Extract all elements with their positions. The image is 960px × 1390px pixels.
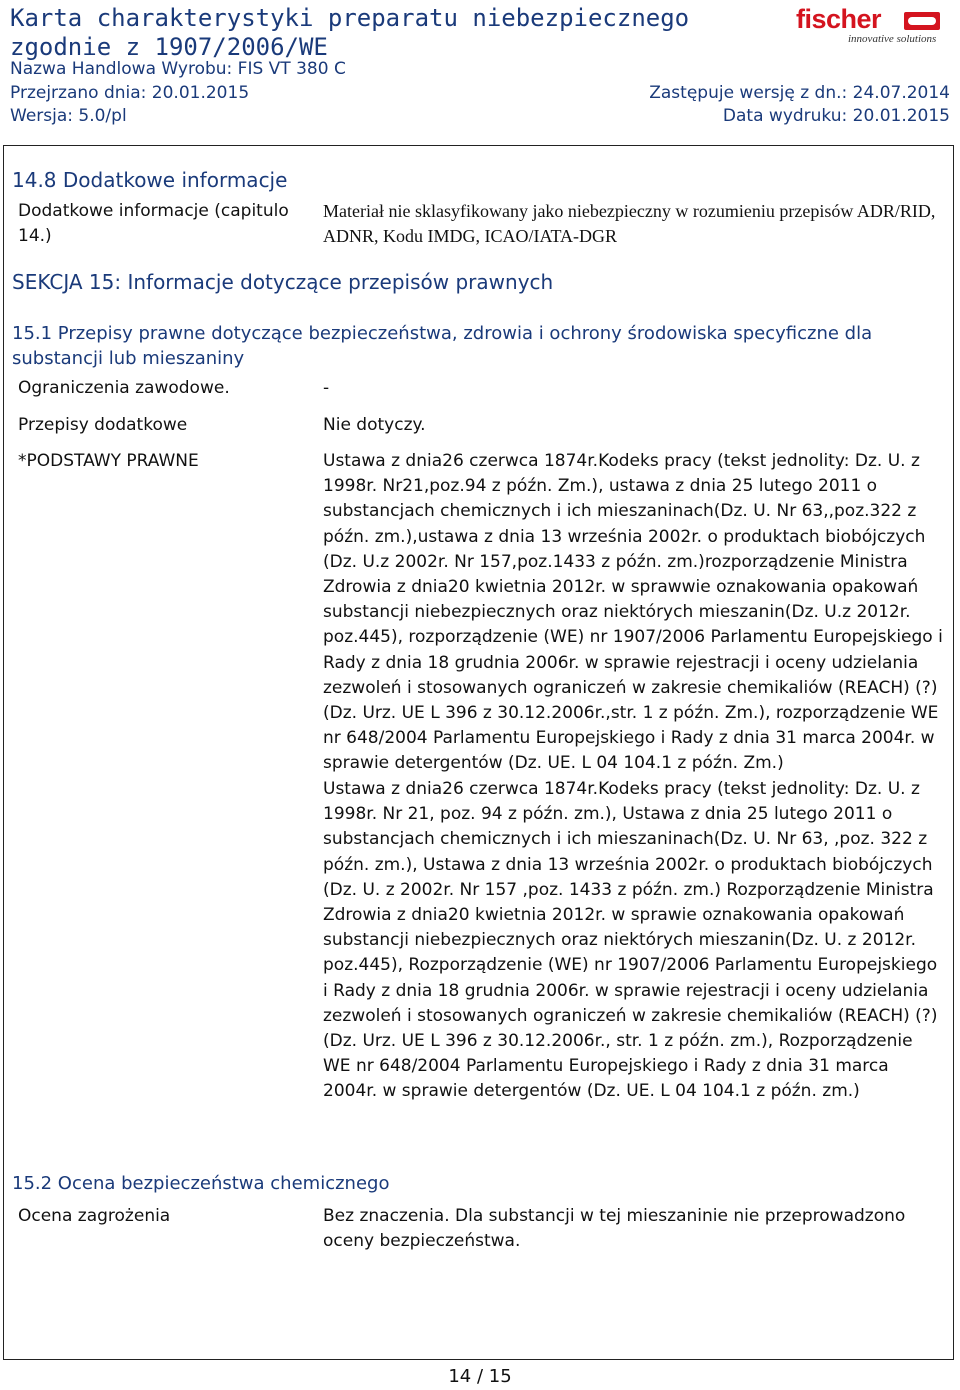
logo-wordmark: fischer [796, 4, 882, 34]
section-14-8-label: Dodatkowe informacje (capitulo 14.) [18, 201, 289, 246]
section-15-heading: SEKCJA 15: Informacje dotyczące przepisów prawnych [12, 270, 554, 294]
occupational-restrictions-label: Ograniczenia zawodowe. [18, 378, 230, 398]
supersedes-version: Zastępuje wersję z dn.: 24.07.2014 [649, 83, 950, 103]
version: Wersja: 5.0/pl [10, 106, 127, 126]
logo-emblem-icon [904, 12, 940, 30]
occupational-restrictions-value: - [323, 378, 330, 398]
legal-basis-label: *PODSTAWY PRAWNE [18, 451, 199, 471]
section-15-1-heading: 15.1 Przepisy prawne dotyczące bezpieczeństwa, zdrowia i ochrony środowiska specyficzne dla substancji lub mieszaniny [12, 323, 873, 369]
hazard-assessment-label: Ocena zagrożenia [18, 1206, 171, 1226]
fischer-logo [796, 4, 944, 48]
page-number: 14 / 15 [448, 1366, 512, 1387]
hazard-assessment-value: Bez znaczenia. Dla substancji w tej mieszaninie nie przeprowadzono oceny bezpieczeństwa. [323, 1206, 906, 1252]
trade-name: Nazwa Handlowa Wyrobu: FIS VT 380 C [10, 59, 346, 79]
additional-regulations-label: Przepisy dodatkowe [18, 415, 188, 435]
section-14-8-value: Materiał nie sklasyfikowany jako niebezpieczny w rozumieniu przepisów ADR/RID, ADNR, Kodu IMDG, ICAO/IATA-DGR [323, 201, 936, 247]
legal-basis-paragraph-1: Ustawa z dnia26 czerwca 1874r.Kodeks pracy (tekst jednolity: Dz. U. z 1998r. Nr21,poz.94 z późn. Zm.), ustawa z dnia 25 lutego 2011 o substancjach chemicznych i ich mieszaninach(Dz. U. Nr 63,,poz.322 z późn. zm.),ustawa z dnia 13 września 2002r. o produktach biobójczych (Dz. U.z 2002r. Nr 157,poz.1433 z późn. zm.)rozporządzenie Ministra Zdrowia z dnia20 kwietnia 2012r. w sprawwie oznakowania opakowań substancji niebezpiecznych oraz niektórych mieszanin(Dz. U.z 2012r. poz.445), rozporządzenie (WE) nr 1907/2006 Parlamentu Europejskiego i Rady z dnia 18 grudnia 2006r. w sprawie rejestracji i oceny udzielania zezwoleń i stosowanych ograniczeń w zakresie chemikaliów (REACH) (?)(Dz. Urz. UE L 396 z 30.12.2006r.,str. 1 z późn. Zm.), rozporządzenie WE nr 648/2004 Parlamentu Europejskiego i Rady z dnia 31 marca 2004r. w sprawie detergentów (Dz. UE. L 04 104.1 z późn. Zm.) [323, 451, 943, 774]
section-14-8-heading: 14.8 Dodatkowe informacje [12, 168, 288, 192]
logo-tagline: innovative solutions [848, 33, 937, 45]
print-date: Data wydruku: 20.01.2015 [722, 106, 950, 126]
section-15-2-heading: 15.2 Ocena bezpieczeństwa chemicznego [12, 1173, 390, 1194]
legal-basis-paragraph-2: Ustawa z dnia26 czerwca 1874r.Kodeks pracy (tekst jednolity: Dz. U. z 1998r. Nr 21, poz. 94 z późn. zm.), Ustawa z dnia 25 lutego 2011 o substancjach chemicznych i ich mieszaninach(Dz. U. Nr 63, ,poz. 322 z późn. zm.), Ustawa z dnia 13 września 2002r. o produktach biobójczych (Dz. U. z 2002r. Nr 157 ,poz. 1433 z późn. zm.) Rozporządzenie Ministra Zdrowia z dnia20 kwietnia 2012r. w sprawie oznakowania opakowań substancji niebezpiecznych oraz niektórych mieszanin(Dz. U. z 2012r. poz.445), Rozporządzenie (WE) nr 1907/2006 Parlamentu Europejskiego i Rady z dnia 18 grudnia 2006r. w sprawie rejestracji i oceny udzielania zezwoleń i stosowanych ograniczeń w zakresie chemikaliów (REACH) (?)(Dz. Urz. UE L 396 z 30.12.2006r., str. 1 z późn. zm.), Rozporządzenie WE nr 648/2004 Parlamentu Europejskiego i Rady z dnia 31 marca 2004r. w sprawie detergentów (Dz. UE. L 04 104.1 z późn. zm.) [323, 779, 938, 1102]
document-regulation: zgodnie z 1907/2006/WE [10, 33, 328, 61]
additional-regulations-value: Nie dotyczy. [323, 415, 426, 435]
processed-date: Przejrzano dnia: 20.01.2015 [10, 83, 250, 103]
document-title: Karta charakterystyki preparatu niebezpiecznego [10, 4, 690, 32]
